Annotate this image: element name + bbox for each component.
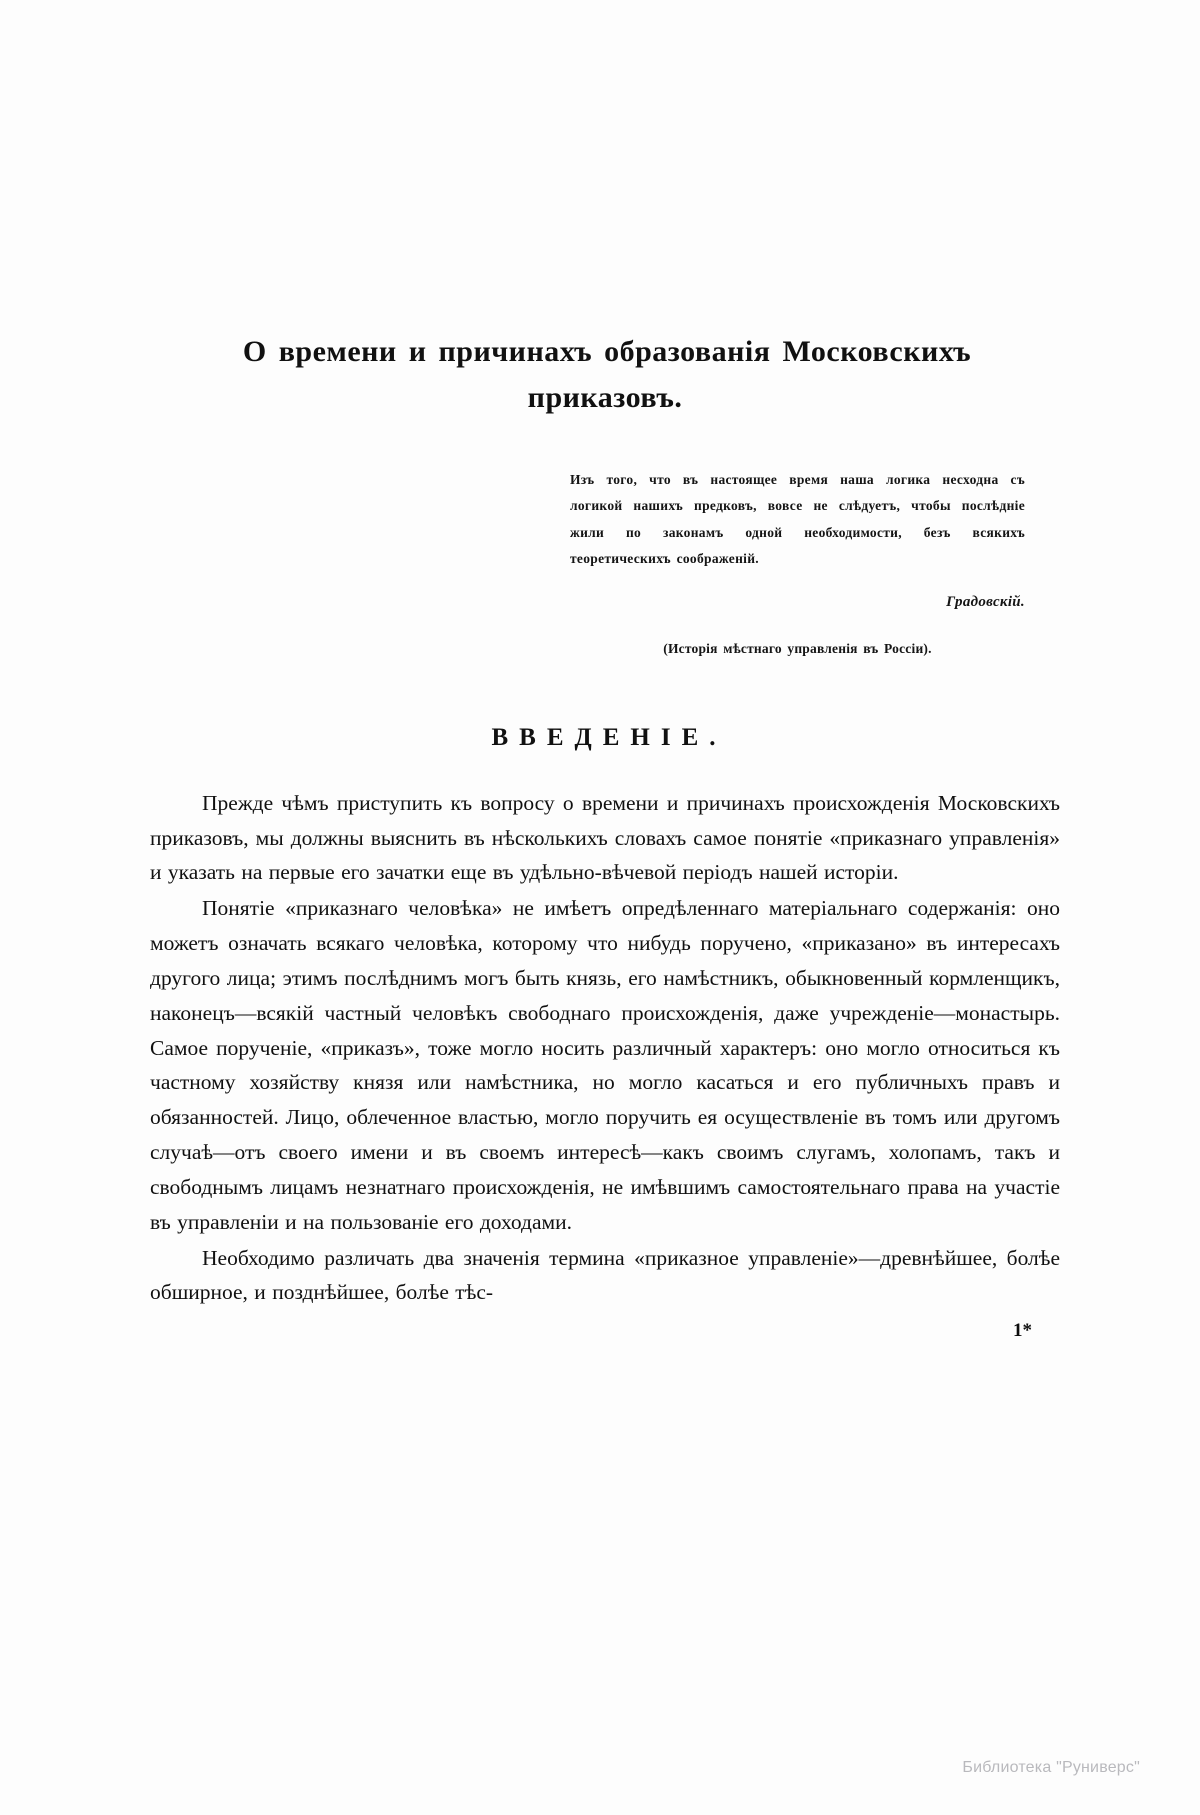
library-credit-watermark: Библиотека "Руниверс" [962, 1759, 1140, 1776]
epigraph [150, 467, 1060, 662]
epigraph-source: (Исторія мѣстнаго управленія въ Россіи). [663, 640, 932, 656]
paragraph: Прежде чѣмъ приступить къ вопросу о времени и причинахъ происхожденія Московскихъ приказовъ, мы должны выяснить въ нѣсколькихъ словахъ самое понятіе «приказнаго управленія» и указать на первые его зачатки еще въ удѣльно-вѣчевой періодъ нашей исторіи. [150, 790, 1060, 885]
paragraph: Необходимо различать два значенія термина «приказное управленіе»—древнѣйшее, болѣе обширное, и позднѣйшее, болѣе тѣс- [150, 1245, 1060, 1305]
section-heading-introduction: ВВЕДЕНІЕ. [491, 723, 727, 751]
page-title [150, 330, 1060, 419]
signature-mark: 1* [1013, 1320, 1032, 1342]
page-content [150, 330, 1060, 1342]
epigraph-attribution: Градовскій. [946, 594, 1025, 611]
epigraph-text: Изъ того, что въ настоящее время наша логика несходна съ логикой нашихъ предковъ, вовсе не слѣдуетъ, чтобы послѣдніе жили по законамъ одной необходимости, безъ всякихъ теоретическихъ соображеній. [570, 472, 1025, 566]
title-line-2: приказовъ. [527, 380, 683, 414]
title-line-1: О времени и причинахъ образованія Московскихъ [242, 335, 972, 368]
body-text [150, 786, 1060, 1310]
paragraph: Понятіе «приказнаго человѣка» не имѣетъ опредѣленнаго матеріальнаго содержанія: оно можетъ означать всякаго человѣка, которому что нибудь поручено, «приказано» въ интересахъ другого лица; этимъ послѣднимъ могъ быть князь, его намѣстникъ, обыкновенный кормленщикъ, наконецъ—всякій частный человѣкъ свободнаго происхожденія, даже учрежденіе—монастырь. Самое порученіе, «приказъ», тоже могло носить различный характеръ: оно могло относиться къ частному хозяйству князя или намѣстника, но могло касаться и его публичныхъ правъ и обязанностей. Лицо, облеченное властью, могло поручить ея осуществленіе въ томъ или другомъ случаѣ—отъ своего имени и въ своемъ интересѣ—какъ своимъ слугамъ, холопамъ, такъ и свободнымъ лицамъ незнатнаго происхожденія, не имѣвшимъ самостоятельнаго права на участіе въ управленіи и на пользованіе его доходами. [150, 896, 1060, 1234]
